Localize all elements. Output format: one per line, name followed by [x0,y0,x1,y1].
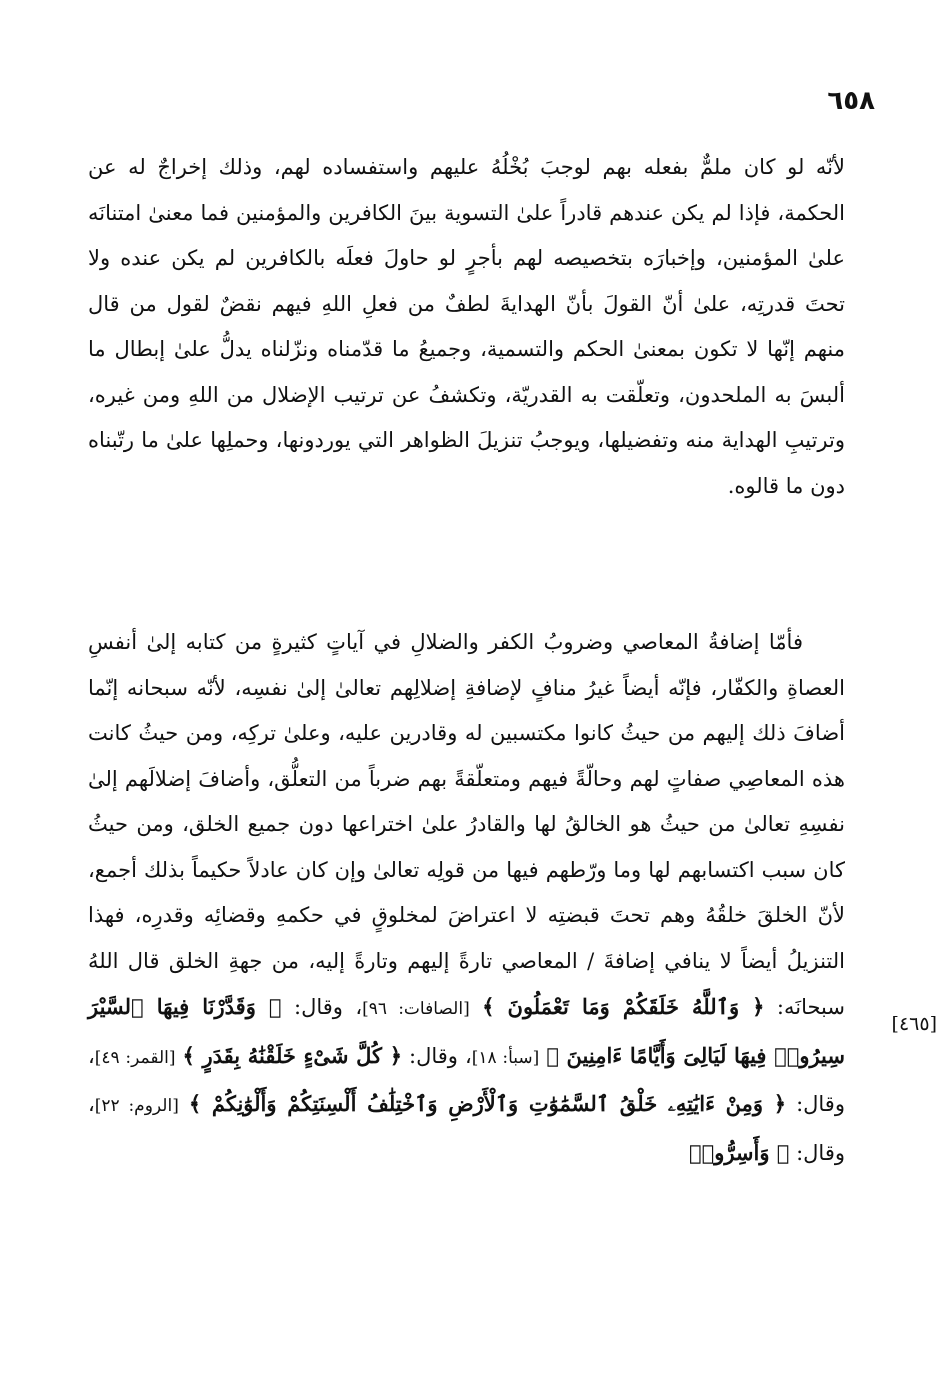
quran-quote-saba: ﴿ وَقَدَّرْنَا فِيهَا ٱلسَّيْرَ سِيرُوا۟ فِيهَا لَيَالِىَ وَأَيَّامًا ءَامِنِينَ ﴾ [88,994,845,1068]
paragraph-2 [88,620,845,1176]
page-number: ٦٥٨ [827,86,875,116]
quran-quote-continued: ﴿ وَأَسِرُّوا۟ [688,1139,790,1165]
verse-reference-qamar: [القمر: ٤٩] [94,1047,176,1068]
margin-page-reference: [٤٦٥] [891,1013,937,1035]
verse-reference-saba: [سبأ: ١٨] [471,1047,540,1068]
paragraph-2-text: فأمّا إضافةُ المعاصي وضروبُ الكفر والضلالِ في آياتٍ كثيرةٍ من كتابه إلىٰ أنفسِ العصاةِ والكفّار، فإنّه أيضاً غيرُ منافٍ لإضافةِ إضلالِهم تعالىٰ إلىٰ نفسِه، لأنّه سبحانه إنّما أضافَ ذلك إليهم من حيثُ كانوا مكتسبين له وقادرين عليه، وعلىٰ تركِه، ومن حيثُ كانت هذه المعاصِي صفاتٍ لهم وحالّةً فيهم ومتعلّقةً بهم ضرباً من التعلُّق، وأضافَ إضلالَهم إلىٰ نفسِهِ تعالىٰ من حيثُ هو الخالقُ لها والقادرُ علىٰ اختراعها دون جميع الخلق، ومن حيثُ كان سبب اكتسابهم لها وما ورّطهم فيها من قولِه تعالىٰ وإن كان عادلاً حكيماً بذلك أجمع، لأنّ الخلقَ خلقُهُ وهم تحتَ قبضتِه لا اعتراضَ لمخلوقٍ في حكمهِ وقضائِه وقدرِه، فهذا التنزيلُ أيضاً لا ينافي إضافةَ / المعاصي تارةً إليهم وتارةً إليه، من جهةِ الخلق قال اللهُ سبحانَه: [88,630,845,1019]
connector-text: ، وقال: [281,995,363,1019]
connector-text: ، وقال: [88,1092,845,1165]
connector-text: ، وقال: [88,1043,845,1116]
paragraph-1: لأنّه لو كان ملمٌّ بفعله بهم لوجبَ بُخْلُهُ عليهم واستفساده لهم، وذلك إخراجٌ له عن الحكمة، فإذا لم يكن عندهم قادراً علىٰ التسوية بينَ الكافرين والمؤمنين فما معنىٰ امتنانَه علىٰ المؤمنين، وإخبارَه بتخصيصه لهم بأجرٍ لو حاولَ فعلَه بالكافرين لم يكن عنده ولا تحتَ قدرتِه، علىٰ أنّ القولَ بأنّ الهدايةَ لطفٌ من فعلِ اللهِ فيهم نقضٌ لقول من قال منهم إنّها لا تكون بمعنىٰ الحكم والتسمية، وجميعُ ما قدّمناه ونزّلناه يدلُّ علىٰ إبطال ما ألبسَ به الملحدون، وتعلّقت به القدريّة، وتكشفُ عن ترتيب الإضلال من اللهِ ومن غيره، وترتيبِ الهداية منه وتفضيلها، ويوجبُ تنزيلَ الظواهر التي يوردونها، وحملِها علىٰ ما رتّبناه دون ما قالوه. [88,155,845,498]
verse-reference-saffat: [الصافات: ٩٦] [362,999,470,1019]
connector-text: ، وقال: [402,1043,472,1068]
quran-quote-qamar: ﴿ كُلَّ شَىْءٍ خَلَقْنَٰهُ بِقَدَرٍ ﴾ [182,1042,403,1068]
verse-reference-rum: [الروم: ٢٢] [94,1096,179,1116]
quran-quote-saffat: ﴿ وَٱللَّهُ خَلَقَكُمْ وَمَا تَعْمَلُونَ ﴾ [482,994,765,1019]
quran-quote-rum: ﴿ وَمِنْ ءَايَٰتِهِۦ خَلْقُ ٱلسَّمَٰوَٰتِ وَٱلْأَرْضِ وَٱخْتِلَٰفُ أَلْسِنَتِكُمْ وَأَلْوَٰنِكُمْ ﴾ [188,1091,787,1116]
